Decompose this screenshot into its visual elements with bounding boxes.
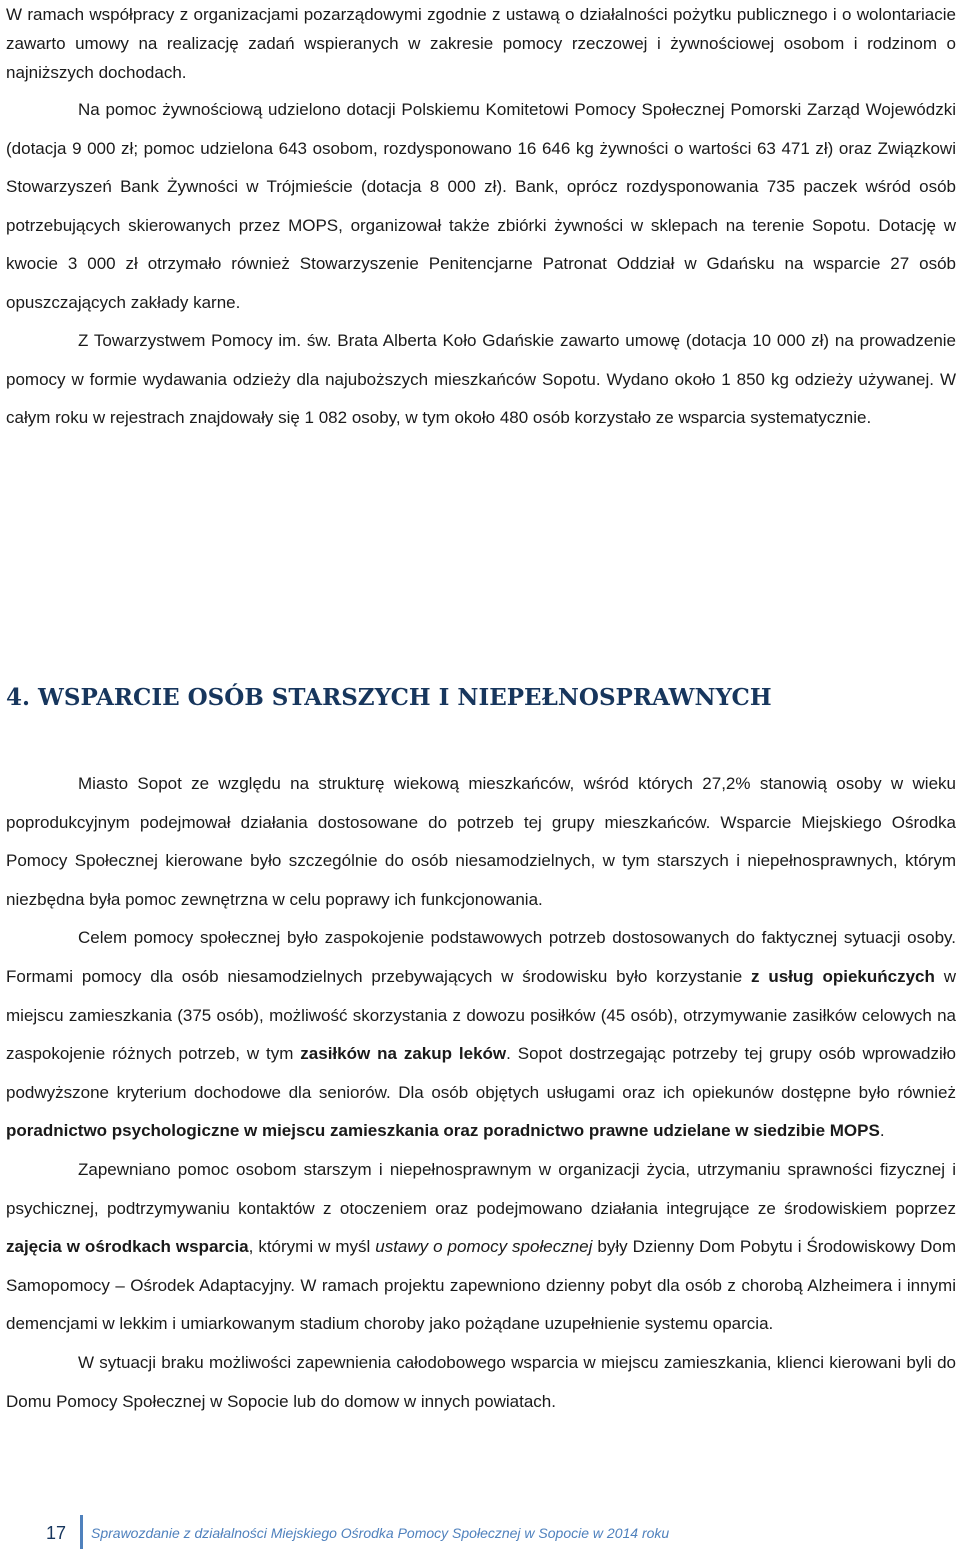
section-heading: 4. WSPARCIE OSÓB STARSZYCH I NIEPEŁNOSPRAWNYCH (6, 684, 772, 711)
text-run: . (879, 1121, 885, 1141)
bold-text: zajęcia w ośrodkach wsparcia (6, 1237, 249, 1257)
footer-divider (80, 1515, 83, 1549)
italic-text: ustawy o pomocy społecznej (375, 1237, 593, 1257)
food-aid-paragraph: Na pomoc żywnościową udzielono dotacji Polskiemu Komitetowi Pomocy Społecznej Pomorski Zarząd Wojewódzki (dotacja 9 000 zł; pomoc udzielona 643 osobom, rozdysponowano 16 646 kg żywności o wartości 63 471 zł) oraz Związkowi Stowarzyszeń Bank Żywności w Trójmieście (dotacja 8 000 zł). Bank, oprócz rozdysponowania 735 paczek wśród osób potrzebujących skierowanych przez MOPS, organizował także zbiórki żywności w sklepach na terenie Sopotu. Dotację w kwocie 3 000 zł otrzymało również Stowarzyszenie Penitencjarne Patronat Oddział w Gdańsku na wsparcie 27 osób opuszczających zakłady karne. (6, 100, 956, 312)
text-run: Zapewniano pomoc osobom starszym i niepełnosprawnym w organizacji życia, utrzymaniu sprawności fizycznej i psychicznej, podtrzymywaniu kontaktów z otoczeniem oraz podejmowano działania integrujące ze środowiskiem poprzez (6, 1159, 956, 1218)
food-aid-section (6, 91, 956, 438)
intro-paragraph: W ramach współpracy z organizacjami pozarządowymi zgodnie z ustawą o działalności pożytku publicznego i o wolontariacie zawarto umowy na realizację zadań wspieranych w zakresie pomocy rzeczowej i żywnościowej osobom i rodzinom o najniższych dochodach. (6, 5, 956, 82)
document-page (6, 0, 957, 1543)
elderly-forms-paragraph (6, 919, 956, 1151)
bold-text: poradnictwo psychologiczne w miejscu zamieszkania oraz poradnictwo prawne udzielane w siedzibie MOPS (6, 1121, 880, 1141)
text-run: Celem pomocy społecznej było zaspokojenie podstawowych potrzeb dostosowanych do faktycznej sytuacji osoby. Formami pomocy dla osób niesamodzielnych przebywających w środowisku było korzystanie (6, 928, 956, 986)
page-number: 17 (46, 1523, 67, 1543)
text-run: , którymi w myśl (248, 1237, 376, 1257)
bold-text: zasiłków na zakup leków (300, 1044, 507, 1064)
text-run: w miejscu zamieszkania (375 osób), możliwość skorzystania z dowozu posiłków (45 osób), otrzymywanie zasiłków celowych na zaspokojenie różnych potrzeb, w tym (6, 966, 957, 1064)
care-home-paragraph: W sytuacji braku możliwości zapewnienia całodobowego wsparcia w miejscu zamieszkania, klienci kierowani byli do Domu Pomocy Społecznej w Sopocie lub do domow w innych powiatach. (6, 1352, 956, 1411)
bold-text: z usług opiekuńczych (750, 966, 935, 986)
clothing-aid-paragraph: Z Towarzystwem Pomocy im. św. Brata Alberta Koło Gdańskie zawarto umowę (dotacja 10 000 zł) na prowadzenie pomocy w formie wydawania odzieży dla najuboższych mieszkańców Sopotu. Wydano około 1 850 kg odzieży używanej. W całym roku w rejestrach znajdowały się 1 082 osoby, w tym około 480 osób korzystało ze wsparcia systematycznie. (6, 331, 956, 427)
elderly-intro-paragraph: Miasto Sopot ze względu na strukturę wiekową mieszkańców, wśród których 27,2% stanowią osoby w wieku poprodukcyjnym podejmował działania dostosowane do potrzeb tej grupy mieszkańców. Wsparcie Miejskiego Ośrodka Pomocy Społecznej kierowane było szczególnie do osób niesamodzielnych, w tym starszych i niepełnosprawnych, którym niezbędna była pomoc zewnętrzna w celu poprawy ich funkcjonowania. (6, 774, 956, 909)
page-footer (6, 1515, 956, 1549)
text-run: . Sopot dostrzegając potrzeby tej grupy osób wprowadziło podwyższone kryterium dochodowe dla seniorów. Dla osób objętych usługami oraz ich opiekunów dostępne było również (6, 1044, 956, 1102)
footer-text: Sprawozdanie z działalności Miejskiego Ośrodka Pomocy Społecznej w Sopocie w 2014 roku (91, 1525, 670, 1541)
elderly-support-section (6, 765, 956, 1421)
text-run: były Dzienny Dom Pobytu i Środowiskowy Dom Samopomocy – Ośrodek Adaptacyjny. W ramach projektu zapewniono dzienny pobyt dla osób z chorobą Alzheimera i innymi demencjami w lekkim i umiarkowanym stadium choroby jako pożądane uzupełnienie systemu oparcia. (6, 1237, 956, 1334)
elderly-activities-paragraph (6, 1151, 956, 1344)
